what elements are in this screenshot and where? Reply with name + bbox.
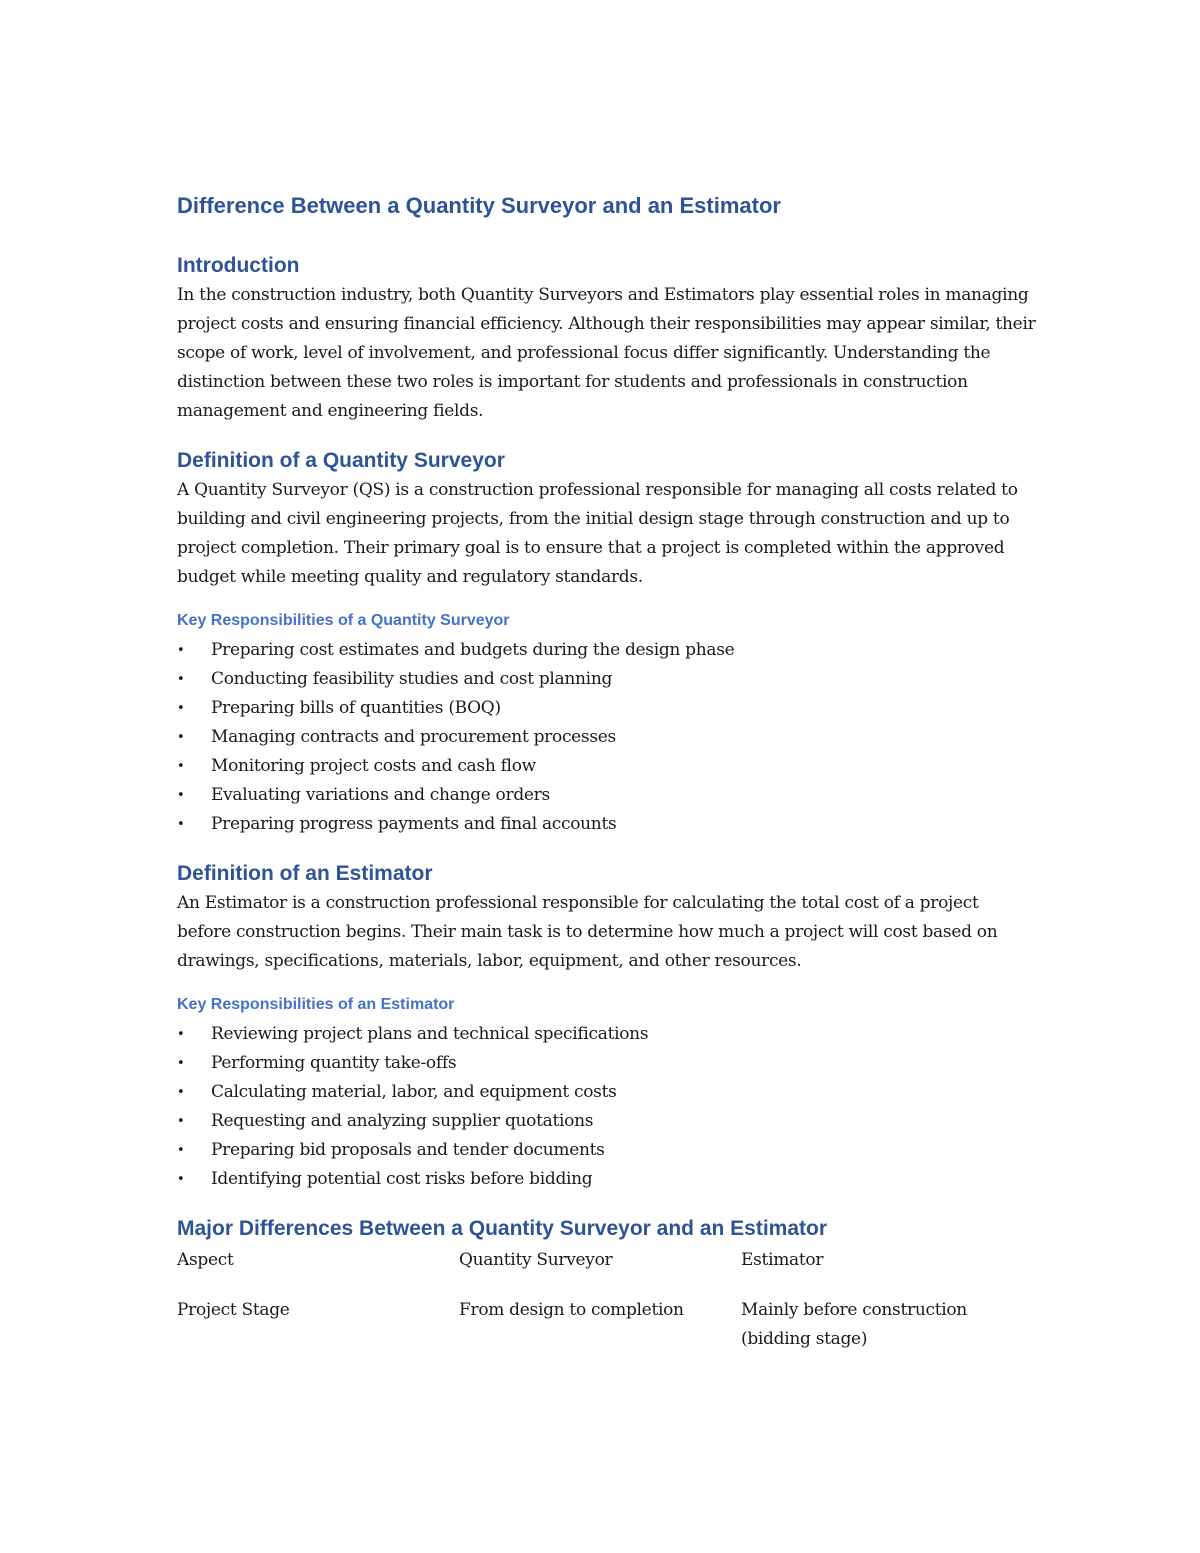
list-item: • Calculating material, labor, and equipment costs bbox=[177, 1078, 1037, 1107]
bullet-icon: • bbox=[177, 1085, 185, 1100]
bullet-icon: • bbox=[177, 1143, 185, 1158]
introduction-heading: Introduction bbox=[177, 254, 300, 277]
bullet-icon: • bbox=[177, 1114, 185, 1129]
bullet-icon: • bbox=[177, 730, 185, 745]
list-item: • Reviewing project plans and technical specifications bbox=[177, 1020, 1037, 1049]
document-page bbox=[177, 190, 1037, 1354]
introduction-paragraph: In the construction industry, both Quantity Surveyors and Estimators play essential roles in managing project costs and ensuring financial efficiency. Although their responsibilities may appear similar, their scope of work, level of involvement, and professional focus differ significantly. Understanding the distinction between these two roles is important for students and professionals in construction management and engineering fields. bbox=[177, 285, 1036, 421]
list-item: • Preparing bid proposals and tender documents bbox=[177, 1136, 1037, 1165]
list-item: • Identifying potential cost risks before bidding bbox=[177, 1165, 1037, 1194]
document-title: Difference Between a Quantity Surveyor and an Estimator bbox=[177, 193, 781, 218]
list-item: • Conducting feasibility studies and cost planning bbox=[177, 665, 1037, 694]
list-item: • Preparing bills of quantities (BOQ) bbox=[177, 694, 1037, 723]
bullet-icon: • bbox=[177, 672, 185, 687]
estimator-responsibilities-list bbox=[177, 1020, 1037, 1194]
estimator-responsibilities-heading: Key Responsibilities of an Estimator bbox=[177, 996, 455, 1013]
list-item: • Preparing cost estimates and budgets during the design phase bbox=[177, 636, 1037, 665]
bullet-icon: • bbox=[177, 788, 185, 803]
estimator-definition-heading: Definition of an Estimator bbox=[177, 862, 433, 885]
list-item: • Requesting and analyzing supplier quotations bbox=[177, 1107, 1037, 1136]
differences-table bbox=[177, 1246, 1023, 1354]
table-header-cell: Quantity Surveyor bbox=[459, 1250, 613, 1270]
qs-definition-heading: Definition of a Quantity Surveyor bbox=[177, 449, 505, 472]
list-item: • Preparing progress payments and final accounts bbox=[177, 810, 1037, 839]
qs-responsibilities-list bbox=[177, 636, 1037, 839]
table-cell: From design to completion bbox=[459, 1300, 684, 1320]
list-item: • Managing contracts and procurement processes bbox=[177, 723, 1037, 752]
bullet-icon: • bbox=[177, 1027, 185, 1042]
table-header-cell: Estimator bbox=[741, 1250, 824, 1270]
bullet-icon: • bbox=[177, 1056, 185, 1071]
table-cell: Project Stage bbox=[177, 1300, 290, 1320]
bullet-icon: • bbox=[177, 1172, 185, 1187]
differences-heading: Major Differences Between a Quantity Surveyor and an Estimator bbox=[177, 1217, 828, 1240]
list-item: • Monitoring project costs and cash flow bbox=[177, 752, 1037, 781]
bullet-icon: • bbox=[177, 817, 185, 832]
bullet-icon: • bbox=[177, 701, 185, 716]
qs-responsibilities-heading: Key Responsibilities of a Quantity Surveyor bbox=[177, 612, 510, 629]
list-item: • Performing quantity take-offs bbox=[177, 1049, 1037, 1078]
estimator-definition-paragraph: An Estimator is a construction professional responsible for calculating the total cost of a project before construction begins. Their main task is to determine how much a project will cost based on drawings, specifications, materials, labor, equipment, and other resources. bbox=[177, 893, 998, 971]
table-header-cell: Aspect bbox=[177, 1250, 234, 1270]
bullet-icon: • bbox=[177, 759, 185, 774]
bullet-icon: • bbox=[177, 643, 185, 658]
table-header-row bbox=[177, 1246, 1023, 1296]
table-row bbox=[177, 1296, 1023, 1354]
list-item: • Evaluating variations and change orders bbox=[177, 781, 1037, 810]
table-cell: Mainly before construction (bidding stage) bbox=[741, 1300, 967, 1349]
qs-definition-paragraph: A Quantity Surveyor (QS) is a construction professional responsible for managing all costs related to building and civil engineering projects, from the initial design stage through construction and up to project completion. Their primary goal is to ensure that a project is completed within the approved budget while meeting quality and regulatory standards. bbox=[177, 480, 1018, 587]
